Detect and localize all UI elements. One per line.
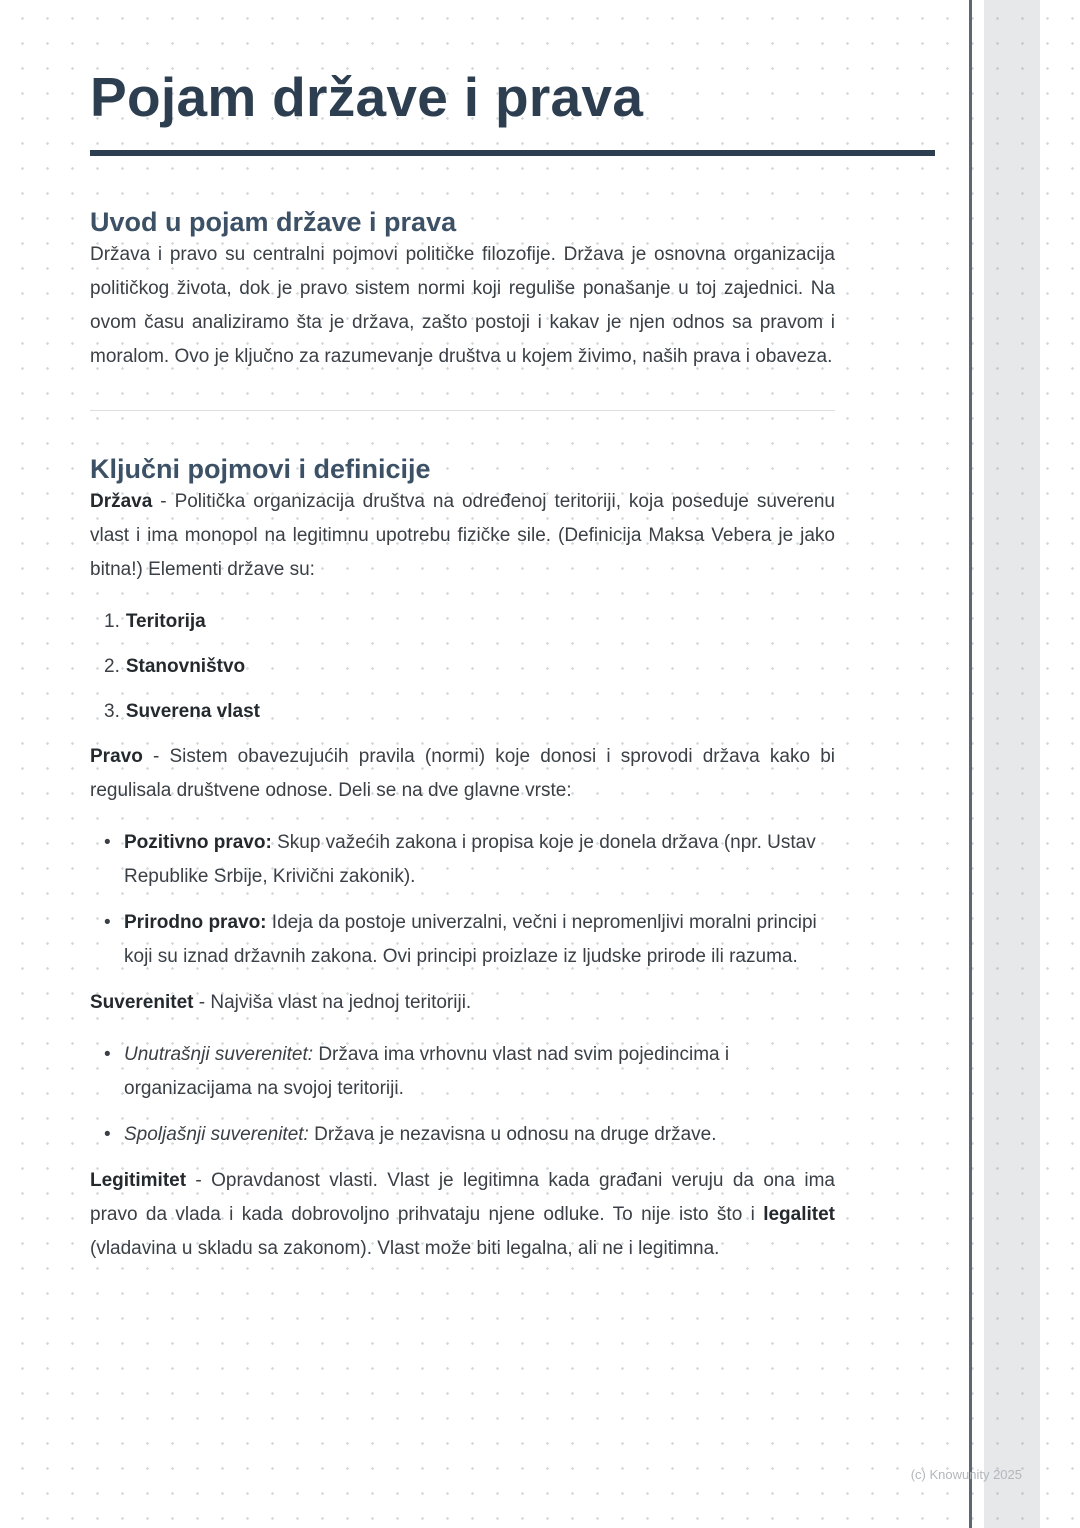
term-paragraph-pravo: Pravo - Sistem obavezujućih pravila (normi) koje donosi i sprovodi država kako bi regulisala društvene odnose. Deli se na dve glavne vrste: [90,746,835,801]
section-key-terms [90,453,835,1266]
list-item [104,605,835,639]
bullet-icon: • [104,832,111,853]
section-heading-key-terms: Ključni pojmovi i definicije [90,454,431,484]
list-number: 2. [104,656,120,677]
bullet-text: Prirodno pravo: Ideja da postoje univerzalni, večni i nepromenljivi moralni principi koji su iznad državnih zakona. Ovi principi proizlaze iz ljudske prirode ili razuma. [124,912,817,967]
term-paragraph-drzava: Država - Politička organizacija društva na određenoj teritoriji, koja poseduje suverenu vlast i ima monopol na legitimnu upotrebu fizičke sile. (Definicija Maksa Vebera je jako bitna!) Elementi države su: [90,491,835,580]
term-paragraph-suverenitet: Suverenitet - Najviša vlast na jednoj teritoriji. [90,992,472,1013]
suverenitet-bullet-list [90,1038,835,1152]
page-edge-line [969,0,972,1528]
list-item [104,650,835,684]
bullet-text: Pozitivno pravo: Skup važećih zakona i propisa koje je donela država (npr. Ustav Republike Srbije, Krivični zakonik). [124,832,816,887]
section-divider [90,410,835,411]
copyright-note: (c) Knowunity 2025 [910,1467,1022,1482]
list-item-label: Stanovništvo [125,656,246,677]
bullet-item [104,1118,835,1152]
page-title: Pojam države i prava [90,66,644,128]
title-underline [90,150,935,156]
list-item-label: Teritorija [125,611,206,632]
pravo-bullet-list [90,826,835,974]
bullet-text: Spoljašnji suverenitet: Država je nezavisna u odnosu na druge države. [124,1124,717,1145]
list-number: 1. [104,611,120,632]
page-edge-band [984,0,1040,1528]
list-number: 3. [104,701,120,722]
list-item-label: Suverena vlast [125,701,260,722]
bullet-icon: • [104,912,111,933]
bullet-item [104,1038,835,1106]
section-heading-intro: Uvod u pojam države i prava [90,207,457,237]
section-intro [90,206,835,374]
bullet-item [104,906,835,974]
intro-paragraph: Država i pravo su centralni pojmovi političke filozofije. Država je osnovna organizacija političkog života, dok je pravo sistem normi koji reguliše ponašanje u toj zajednici. Na ovom času analiziramo šta je država, zašto postoji i kakav je njen odnos sa pravom i moralom. Ovo je ključno za razumevanje društva u kojem živimo, naših prava i obaveza. [90,244,835,367]
bullet-icon: • [104,1044,111,1065]
bullet-item [104,826,835,894]
list-item [104,695,835,729]
bullet-icon: • [104,1124,111,1145]
term-paragraph-legitimitet: Legitimitet - Opravdanost vlasti. Vlast je legitimna kada građani veruju da ona ima pravo da vlada i kada dobrovoljno prihvataju njene odluke. To nije isto što i legalitet (vladavina u skladu sa zakonom). Vlast može biti legalna, ali ne i legitimna. [90,1170,835,1259]
bullet-text: Unutrašnji suverenitet: Država ima vrhovnu vlast nad svim pojedincima i organizacijama na svojoj teritoriji. [124,1044,730,1099]
state-elements-list [90,605,835,729]
document-content [90,64,835,1266]
